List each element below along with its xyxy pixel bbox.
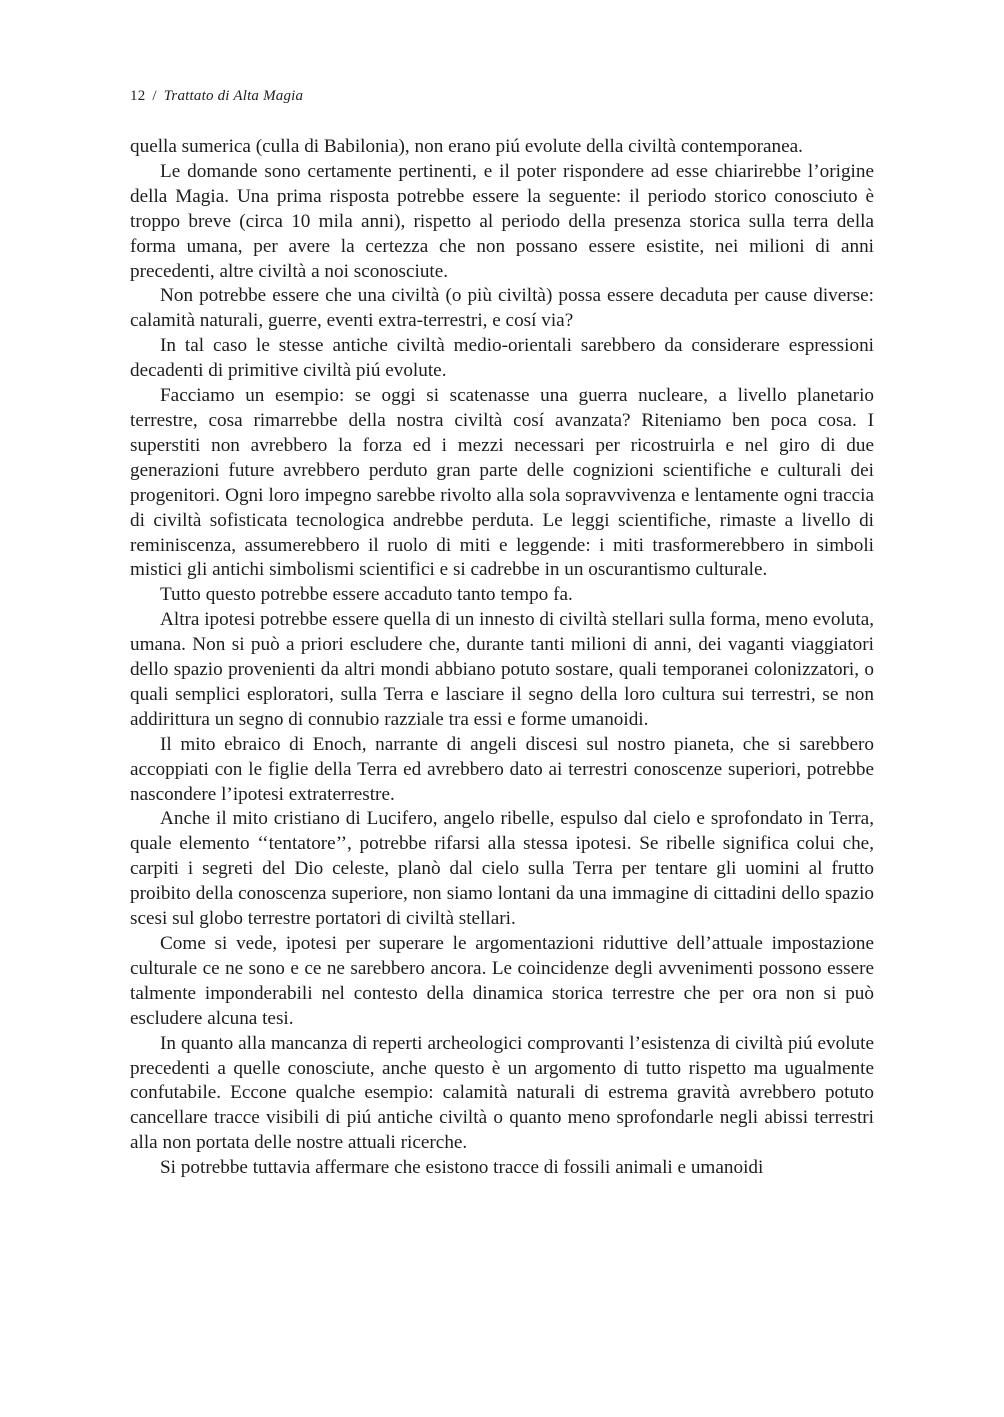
running-head: [130, 88, 874, 105]
header-separator: /: [152, 88, 157, 104]
paragraph: Altra ipotesi potrebbe essere quella di un innesto di civiltà stellari sulla forma, meno evoluta, umana. Non si può a priori escludere che, durante tanti milioni di anni, dei vaganti viaggiatori dello spazio provenienti da altri mondi abbiano potuto sostare, quali temporanei colonizzatori, o quali semplici esploratori, sulla Terra e lasciare il segno della loro cultura sui terrestri, se non addirittura un segno di connubio razziale tra essi e forme umanoidi.: [130, 609, 875, 730]
paragraph: Facciamo un esempio: se oggi si scatenasse una guerra nucleare, a livello planetario terrestre, cosa rimarrebbe della nostra civiltà cosí avanzata? Riteniamo ben poca cosa. I superstiti non avrebbero la forza ed i mezzi necessari per ricostruirla e nel giro di due generazioni future avrebbero perduto gran parte delle cognizioni scientifiche e culturali dei progenitori. Ogni loro impegno sarebbe rivolto alla sola sopravvivenza e lentamente ogni traccia di civiltà sofisticata tecnologica andrebbe perduta. Le leggi scientifiche, rimaste a livello di reminiscenza, assumerebbero il ruolo di miti e leggende: i miti trasformerebbero in simboli mistici gli antichi simbolismi scientifici e si cadrebbe in un oscurantismo culturale.: [130, 385, 874, 581]
paragraph: Il mito ebraico di Enoch, narrante di angeli discesi sul nostro pianeta, che si sarebbero accoppiati con le figlie della Terra ed avrebbero dato ai terrestri conoscenze superiori, potrebbe nascondere l’ipotesi extraterrestre.: [130, 733, 874, 805]
paragraph: In tal caso le stesse antiche civiltà medio-orientali sarebbero da considerare espressioni decadenti di primitive civiltà piú evolute.: [130, 335, 874, 382]
paragraph: Come si vede, ipotesi per superare le argomentazioni riduttive dell’attuale impostazione culturale ce ne sono e ce ne sarebbero ancora. Le coincidenze degli avvenimenti possono essere talmente imponderabili nel contesto della dinamica storica terrestre che per ora non si può escludere alcuna tesi.: [130, 933, 874, 1029]
paragraph: Si potrebbe tuttavia affermare che esistono tracce di fossili animali e umanoidi: [160, 1157, 764, 1179]
paragraph: In quanto alla mancanza di reperti archeologici comprovanti l’esistenza di civiltà piú evolute precedenti a quelle conosciute, anche questo è un argomento di tutto rispetto ma ugualmente confutabile. Eccone qualche esempio: calamità naturali di estrema gravità avrebbero potuto cancellare tracce visibili di piú antiche civiltà o quanto meno sprofondarle negli abissi terrestri alla non portata delle nostre attuali ricerche.: [130, 1032, 874, 1154]
page-number: 12: [130, 88, 146, 104]
book-page: [130, 88, 874, 1181]
body-text: [130, 135, 874, 1181]
paragraph: Anche il mito cristiano di Lucifero, angelo ribelle, espulso dal cielo e sprofondato in Terra, quale elemento ‘‘tentatore’’, potrebbe rifarsi alla stessa ipotesi. Se ribelle significa colui che, carpiti i segreti del Dio celeste, planò dal cielo sulla Terra per tentare gli uomini al frutto proibito della conoscenza superiore, non siamo lontani da una immagine di cittadini dello spazio scesi sul globo terrestre portatori di civiltà stellari.: [130, 808, 874, 930]
book-title: Trattato di Alta Magia: [163, 88, 304, 104]
paragraph: Le domande sono certamente pertinenti, e il poter rispondere ad esse chiarirebbe l’origine della Magia. Una prima risposta potrebbe essere la seguente: il periodo storico conosciuto è troppo breve (circa 10 mila anni), rispetto al periodo della presenza storica sulla terra della forma umana, per avere la certezza che non possano essere esistite, nei milioni di anni precedenti, altre civiltà a noi sconosciute.: [130, 160, 874, 282]
paragraph: Tutto questo potrebbe essere accaduto tanto tempo fa.: [160, 584, 573, 606]
paragraph: Non potrebbe essere che una civiltà (o più civiltà) possa essere decaduta per cause diverse: calamità naturali, guerre, eventi extra-terrestri, e cosí via?: [130, 285, 874, 332]
paragraph-continuation: quella sumerica (culla di Babilonia), non erano piú evolute della civiltà contemporanea.: [130, 136, 803, 157]
